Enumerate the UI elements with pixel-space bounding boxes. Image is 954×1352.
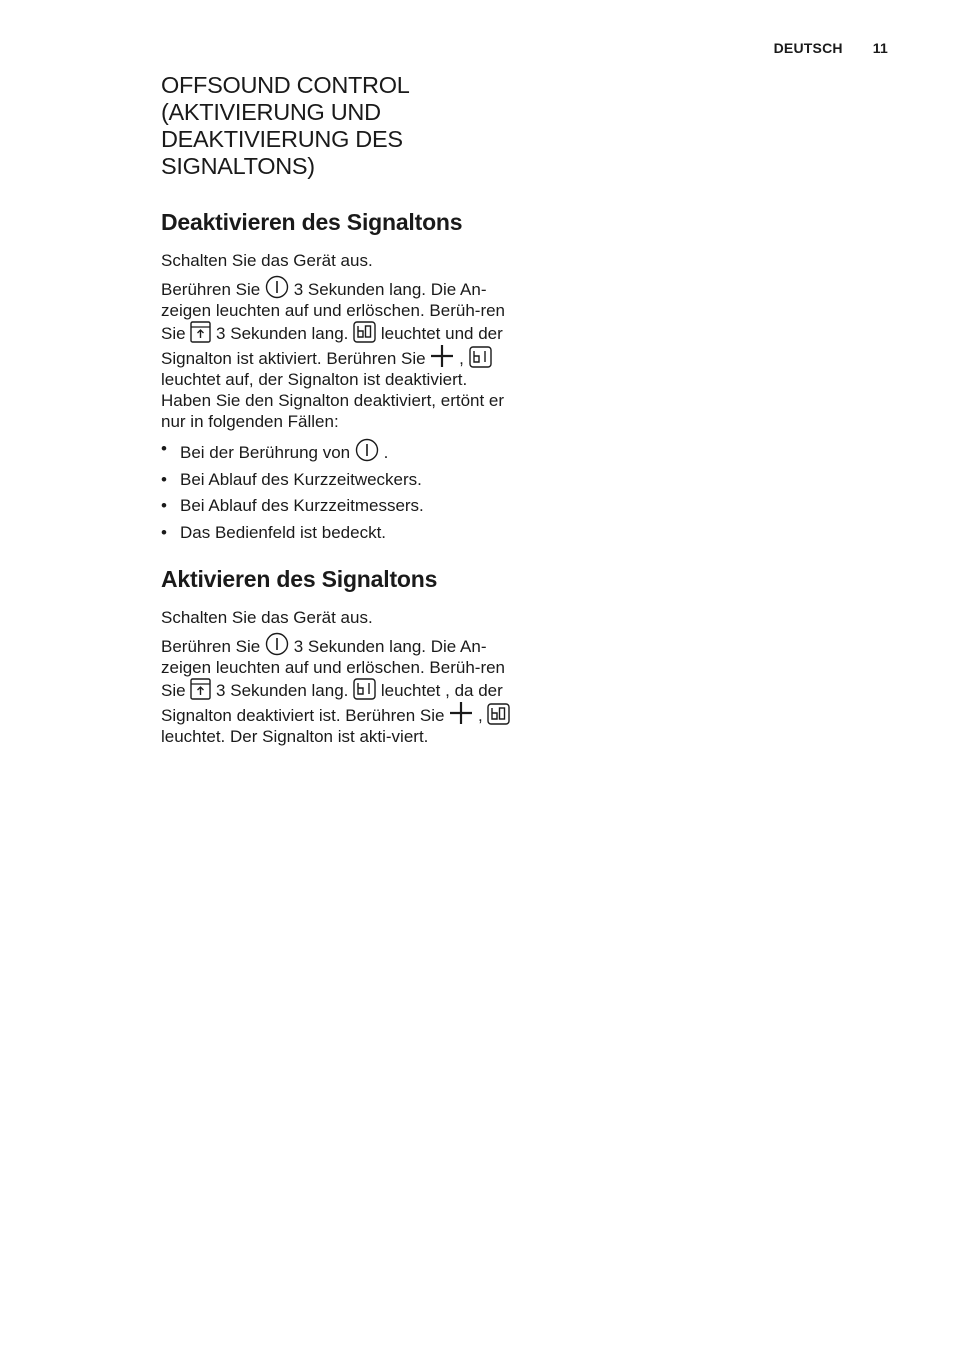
display-b1-icon [469,346,492,368]
bullet-list [161,438,513,543]
list-item: • Das Bedienfeld ist bedeckt. [161,522,513,543]
power-icon [265,632,289,656]
text-run: Berühren Sie [161,280,261,299]
paragraph [161,632,513,747]
power-icon [265,275,289,299]
list-item [161,438,513,463]
timer-key-icon [190,678,211,700]
display-b1-icon [353,678,376,700]
chapter-title: OFFSOUND CONTROL (AKTIVIERUNG UND DEAKTIVIERUNG DES SIGNALTONS) [161,72,410,179]
page-header [774,40,888,56]
paragraph [161,275,513,390]
text-run: Bei der Berührung von [180,443,351,462]
paragraph: Schalten Sie das Gerät aus. [161,251,373,270]
list-item: • Bei Ablauf des Kurzzeitweckers. [161,469,513,490]
list-item: • Bei Ablauf des Kurzzeitmessers. [161,495,513,516]
text-run: leuchtet , da der Signalton deaktiviert ist. Berühren Sie [161,680,503,725]
text-run: . [383,443,389,462]
page-number: 11 [872,40,888,56]
text-run: leuchtet auf, der Signalton ist deaktiviert. [161,370,468,389]
text-run: Berühren Sie [161,636,261,656]
section-deactivate [161,208,513,543]
text-run: leuchtet und der Signalton ist aktiviert. Berühren Sie [161,324,503,368]
page-content [161,72,513,747]
paragraph: Schalten Sie das Gerät aus. [161,607,373,627]
text-run: , [459,349,464,368]
timer-key-icon [190,321,211,343]
paragraph: Haben Sie den Signalton deaktiviert, ertönt er nur in folgenden Fällen: [161,391,505,431]
display-b0-icon [487,703,510,725]
text-run: , [477,705,483,725]
text-run: 3 Sekunden lang. [216,680,349,700]
display-b0-icon [353,321,376,343]
text-run: leuchtet. Der Signalton ist akti-viert. [161,726,429,746]
text-run: 3 Sekunden lang. [216,324,349,343]
text-run: 3 Sekunden lang. Die An-zeigen leuchten auf und erlöschen. Berüh-ren Sie [161,636,506,700]
text-run: 3 Sekunden lang. Die An-zeigen leuchten auf und erlöschen. Berüh-ren Sie [161,280,506,343]
power-icon [355,438,379,462]
section-heading: Deaktivieren des Signaltons [161,209,463,235]
section-activate [161,565,513,747]
plus-icon [449,701,473,725]
plus-icon [430,344,454,368]
language-label: DEUTSCH [773,40,843,56]
section-heading: Aktivieren des Signaltons [161,565,438,592]
